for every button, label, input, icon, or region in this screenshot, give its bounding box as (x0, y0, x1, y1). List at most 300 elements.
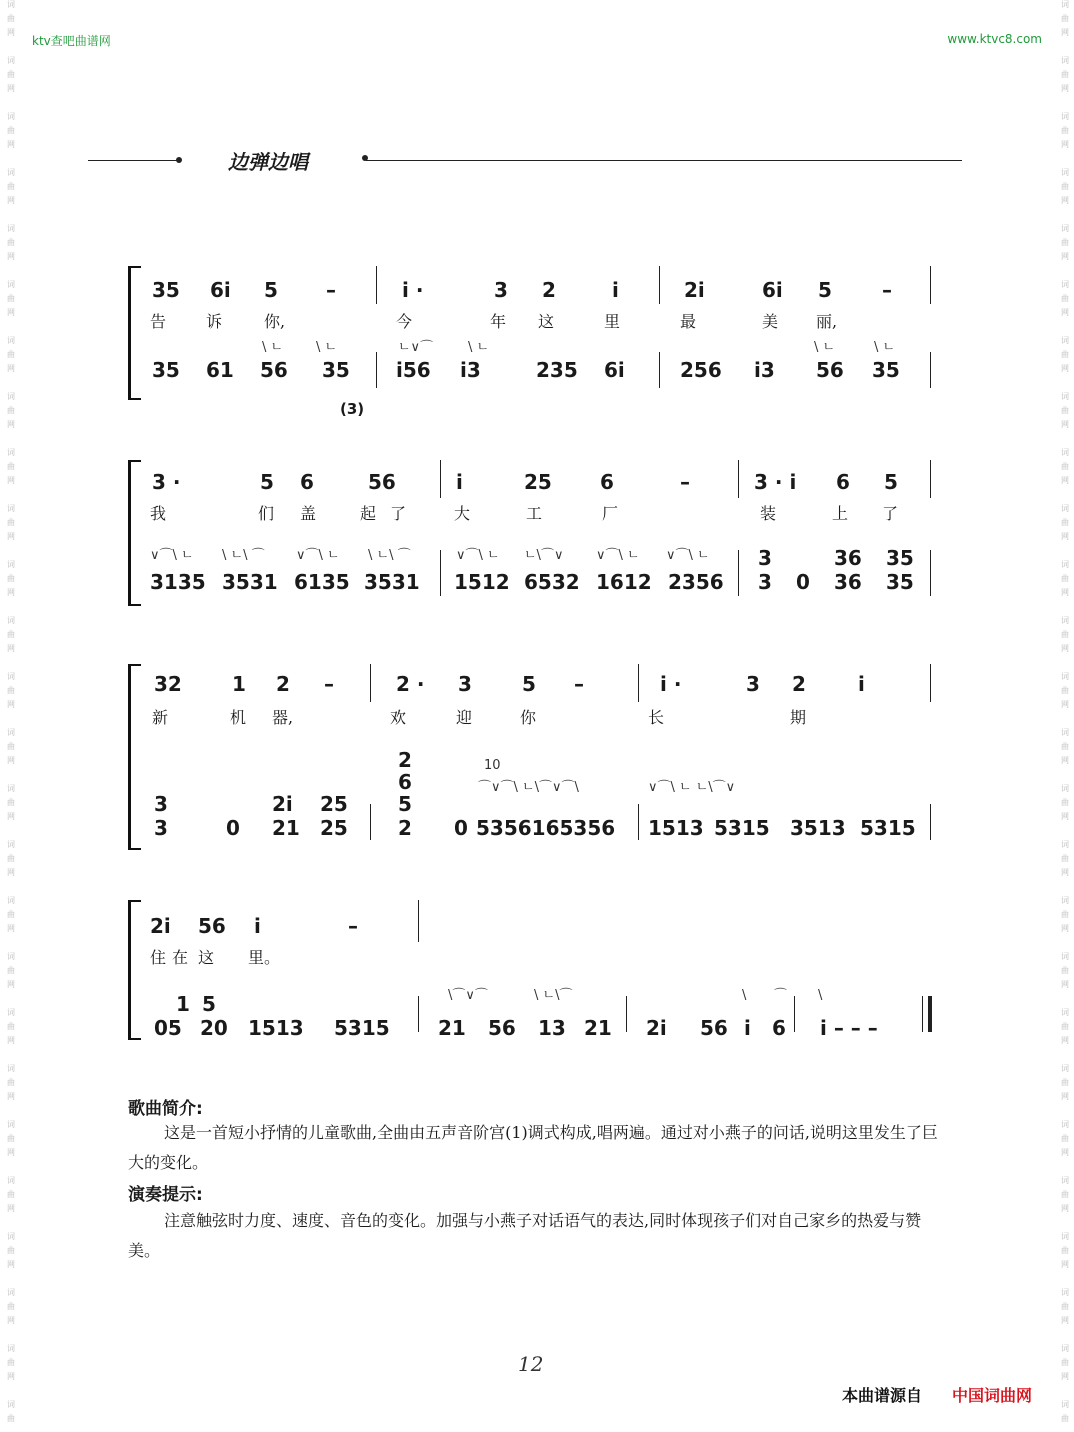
lyric-char: 这 (538, 312, 555, 331)
accomp-note: i3 (460, 358, 481, 382)
watermark-glyph: 词 (7, 1288, 15, 1297)
watermark-glyph: 曲 (7, 574, 15, 583)
watermark-glyph: 网 (7, 252, 15, 261)
note: 2i (150, 914, 171, 938)
lyric-char: 们 (258, 504, 275, 523)
accomp-note: 6i (604, 358, 625, 382)
right-watermark-column (1058, 0, 1072, 1432)
watermark-glyph: 网 (1061, 1148, 1069, 1157)
lyric-char: 诉 (206, 312, 223, 331)
watermark-glyph: 网 (1061, 308, 1069, 317)
melody-row (150, 914, 934, 938)
tips-heading: 演奏提示: (128, 1185, 203, 1205)
fingering-mark: ∨⌒\ ㄴ (596, 548, 640, 563)
watermark-glyph: 网 (7, 700, 15, 709)
chord-note: 6 (398, 770, 412, 794)
accomp-note: i (744, 1016, 751, 1040)
note: – (324, 672, 334, 696)
watermark-glyph: 词 (7, 224, 15, 233)
lyric-char: 美 (762, 312, 779, 331)
watermark-glyph: 网 (1061, 1204, 1069, 1213)
lyric-char: 器, (272, 708, 294, 727)
watermark-glyph: 曲 (7, 686, 15, 695)
watermark-glyph: 网 (1061, 756, 1069, 765)
watermark-glyph: 曲 (1061, 686, 1069, 695)
lyric-char: 期 (790, 708, 807, 727)
accomp-note: 0 (796, 570, 810, 594)
fingering-mark: \ (818, 988, 823, 1003)
note: 5 (818, 278, 832, 302)
chord-note: 2 (398, 816, 412, 840)
fingering-mark: ∨⌒\ ㄴ (296, 548, 340, 563)
watermark-glyph: 词 (1061, 784, 1069, 793)
score-system-4 (128, 900, 934, 1040)
accomp-note: 21 (272, 816, 300, 840)
watermark-glyph: 曲 (7, 1246, 15, 1255)
watermark-glyph: 网 (7, 1316, 15, 1325)
watermark-glyph: 网 (7, 588, 15, 597)
note: 3 · i (754, 470, 797, 494)
score-system-3 (128, 664, 934, 850)
watermark-glyph: 词 (1061, 280, 1069, 289)
accomp-note: 235 (536, 358, 578, 382)
lyric-char: 盖 (300, 504, 317, 523)
watermark-glyph: 词 (1061, 1288, 1069, 1297)
watermark-glyph: 词 (7, 616, 15, 625)
fingering-mark: ∨⌒\ ㄴ (666, 548, 710, 563)
fingering-mark: ㄴ∨⌒ (398, 340, 434, 355)
note: i (254, 914, 261, 938)
watermark-glyph: 曲 (1061, 1078, 1069, 1087)
lyrics-row (150, 946, 934, 970)
accomp-note: 5 (202, 992, 216, 1016)
watermark-glyph: 词 (7, 168, 15, 177)
watermark-glyph: 词 (1061, 840, 1069, 849)
melody-row (150, 672, 934, 696)
watermark-glyph: 曲 (1061, 182, 1069, 191)
accomp-note: 35 (886, 570, 914, 594)
watermark-glyph: 曲 (7, 406, 15, 415)
watermark-glyph: 词 (1061, 0, 1069, 9)
title-rule-left (88, 160, 180, 161)
watermark-glyph: 曲 (1061, 1134, 1069, 1143)
watermark-glyph: 词 (7, 1064, 15, 1073)
section-title: 边弹边唱 (228, 150, 308, 174)
note: i · (660, 672, 682, 696)
accomp-note: 3 (758, 570, 772, 594)
note: 32 (154, 672, 182, 696)
accomp-note: 1513 (648, 816, 704, 840)
accomp-note: 5315 (334, 1016, 390, 1040)
accompaniment-row (150, 1016, 934, 1040)
accomp-note: i – – – (820, 1016, 878, 1040)
lyric-char: 了 (882, 504, 899, 523)
lyrics-row (150, 706, 934, 730)
accompaniment-row (150, 570, 934, 594)
watermark-glyph: 网 (7, 1148, 15, 1157)
watermark-glyph: 网 (7, 364, 15, 373)
watermark-glyph: 词 (1061, 672, 1069, 681)
watermark-glyph: 曲 (7, 1190, 15, 1199)
accomp-note: i3 (754, 358, 775, 382)
watermark-glyph: 曲 (7, 1022, 15, 1031)
watermark-glyph: 词 (7, 1232, 15, 1241)
lyric-char: 丽, (816, 312, 838, 331)
note: 5 (260, 470, 274, 494)
accomp-note: 05 (154, 1016, 182, 1040)
watermark-glyph: 网 (1061, 420, 1069, 429)
score-system-2 (128, 460, 934, 606)
note: – (326, 278, 336, 302)
watermark-glyph: 词 (1061, 896, 1069, 905)
watermark-glyph: 曲 (7, 966, 15, 975)
lyrics-row (150, 310, 934, 334)
watermark-glyph: 词 (7, 1400, 15, 1409)
note: 5 (522, 672, 536, 696)
accomp-note: 35 (872, 358, 900, 382)
watermark-glyph: 曲 (1061, 518, 1069, 527)
fingering-mark: \ ㄴ (316, 340, 338, 355)
watermark-glyph: 词 (7, 0, 15, 9)
accomp-note: 2i (646, 1016, 667, 1040)
header-right-link[interactable]: www.ktvc8.com (947, 32, 1042, 46)
accomp-note: 0 (226, 816, 240, 840)
watermark-glyph: 词 (1061, 56, 1069, 65)
accompaniment-upper-row (150, 546, 934, 570)
watermark-glyph: 曲 (7, 14, 15, 23)
lyric-char: 你, (264, 312, 286, 331)
lyric-char: 起 (360, 504, 377, 523)
watermark-glyph: 网 (7, 476, 15, 485)
watermark-glyph: 词 (1061, 1400, 1069, 1409)
watermark-glyph: 词 (1061, 560, 1069, 569)
note: 6i (762, 278, 783, 302)
accomp-note: 3531 (364, 570, 420, 594)
accomp-note: 6 (772, 1016, 786, 1040)
watermark-glyph: 曲 (7, 798, 15, 807)
chord-note: 2 (398, 748, 412, 772)
watermark-glyph: 曲 (7, 238, 15, 247)
note: 3 (746, 672, 760, 696)
watermark-glyph: 曲 (7, 126, 15, 135)
fingering-mark: ∨⌒\ ㄴ ㄴ\⌒∨ (648, 780, 736, 795)
watermark-glyph: 词 (1061, 1176, 1069, 1185)
lyric-char: 最 (680, 312, 697, 331)
title-rule-right (366, 160, 962, 161)
watermark-glyph: 网 (1061, 812, 1069, 821)
watermark-glyph: 网 (7, 84, 15, 93)
lyrics-row (150, 502, 934, 526)
note: 2 (276, 672, 290, 696)
fingering-mark: \ ㄴ (468, 340, 490, 355)
watermark-glyph: 网 (7, 308, 15, 317)
accompaniment-upper-row (150, 792, 934, 816)
watermark-glyph: 曲 (1061, 1190, 1069, 1199)
watermark-glyph: 网 (7, 420, 15, 429)
watermark-glyph: 曲 (1061, 966, 1069, 975)
accomp-note: 0 (454, 816, 468, 840)
watermark-glyph: 曲 (1061, 910, 1069, 919)
title-dot-left (176, 157, 182, 163)
note: 3 (494, 278, 508, 302)
lyric-char: 工 (526, 504, 543, 523)
watermark-glyph: 网 (7, 1092, 15, 1101)
watermark-glyph: 网 (7, 1204, 15, 1213)
note: 6 (836, 470, 850, 494)
watermark-glyph: 曲 (1061, 350, 1069, 359)
system-brace (128, 460, 141, 606)
watermark-glyph: 网 (7, 868, 15, 877)
watermark-glyph: 曲 (7, 1078, 15, 1087)
watermark-glyph: 网 (1061, 924, 1069, 933)
accomp-note: 6135 (294, 570, 350, 594)
note: – (882, 278, 892, 302)
note: 56 (198, 914, 226, 938)
watermark-glyph: 网 (1061, 1036, 1069, 1045)
watermark-glyph: 网 (7, 532, 15, 541)
watermark-glyph: 曲 (7, 854, 15, 863)
note: 2 · (396, 672, 425, 696)
accomp-note: 13 (538, 1016, 566, 1040)
lyric-char: 告 (150, 312, 167, 331)
accompaniment-row (150, 816, 934, 840)
chord-note: 5 (398, 792, 412, 816)
watermark-glyph: 曲 (7, 1358, 15, 1367)
lyric-char: 大 (454, 504, 471, 523)
fingering-mark: ㄴ\⌒∨ (524, 548, 564, 563)
watermark-glyph: 曲 (7, 350, 15, 359)
note: 6 (600, 470, 614, 494)
accomp-note: 21 (584, 1016, 612, 1040)
watermark-glyph: 词 (7, 504, 15, 513)
watermark-glyph: 网 (1061, 1316, 1069, 1325)
watermark-glyph: 网 (1061, 196, 1069, 205)
watermark-glyph: 曲 (1061, 70, 1069, 79)
watermark-glyph: 词 (1061, 616, 1069, 625)
note: 5 (884, 470, 898, 494)
accomp-note: 5315 (714, 816, 770, 840)
note: – (348, 914, 358, 938)
watermark-glyph: 网 (1061, 532, 1069, 541)
fingering-mark: \ ㄴ (262, 340, 284, 355)
accomp-note: 56 (488, 1016, 516, 1040)
watermark-glyph: 网 (7, 1260, 15, 1269)
note: i (858, 672, 865, 696)
watermark-glyph: 词 (7, 1344, 15, 1353)
accompaniment-upper-row (150, 992, 934, 1016)
watermark-glyph: 词 (7, 672, 15, 681)
accomp-note: 5356165356 (476, 816, 616, 840)
watermark-glyph: 曲 (1061, 630, 1069, 639)
watermark-glyph: 网 (7, 28, 15, 37)
lyric-char: 欢 (390, 708, 407, 727)
lyric-char: 年 (490, 312, 507, 331)
accomp-note: 3513 (790, 816, 846, 840)
lyric-char: 我 (150, 504, 167, 523)
watermark-glyph: 网 (7, 812, 15, 821)
watermark-glyph: 曲 (7, 294, 15, 303)
fingering-mark: \ (742, 988, 747, 1003)
watermark-glyph: 曲 (1061, 238, 1069, 247)
lyric-char: 了 (390, 504, 407, 523)
watermark-glyph: 曲 (1061, 1302, 1069, 1311)
accomp-note: i56 (396, 358, 431, 382)
watermark-glyph: 曲 (1061, 14, 1069, 23)
fingering-mark: \ ㄴ\⌒ (534, 988, 573, 1003)
fingering-mark: ∨⌒\ ㄴ (150, 548, 194, 563)
watermark-glyph: 网 (7, 644, 15, 653)
watermark-glyph: 曲 (1061, 798, 1069, 807)
footer-source-label: 本曲谱源自 (842, 1386, 923, 1405)
lyric-char: 住 (150, 948, 167, 967)
accomp-note: 3 (154, 816, 168, 840)
note: 2i (684, 278, 705, 302)
note: 3 · (152, 470, 181, 494)
accomp-note: 6532 (524, 570, 580, 594)
fingering-mark: \ ㄴ (814, 340, 836, 355)
watermark-glyph: 曲 (7, 462, 15, 471)
watermark-glyph: 词 (1061, 224, 1069, 233)
watermark-glyph: 曲 (7, 1302, 15, 1311)
watermark-glyph: 词 (1061, 1064, 1069, 1073)
watermark-glyph: 网 (1061, 868, 1069, 877)
watermark-glyph: 词 (7, 728, 15, 737)
lyric-char: 里。 (248, 948, 281, 967)
watermark-glyph: 网 (7, 756, 15, 765)
watermark-glyph: 曲 (1061, 1022, 1069, 1031)
lyric-char: 里 (604, 312, 621, 331)
watermark-glyph: 网 (7, 980, 15, 989)
score-system-1 (128, 266, 934, 400)
accomp-note: 1612 (596, 570, 652, 594)
watermark-glyph: 词 (1061, 1008, 1069, 1017)
lyric-char: 上 (832, 504, 849, 523)
note: 35 (152, 278, 180, 302)
footer-site-link[interactable]: 中国词曲网 (952, 1386, 1033, 1405)
note: 2 (542, 278, 556, 302)
fingering-mark: \⌒∨⌒ (448, 988, 488, 1003)
watermark-glyph: 词 (7, 560, 15, 569)
watermark-glyph: 词 (1061, 1120, 1069, 1129)
accomp-note: 1513 (248, 1016, 304, 1040)
watermark-glyph: 网 (1061, 84, 1069, 93)
lyric-char: 今 (396, 312, 413, 331)
watermark-glyph: 网 (1061, 252, 1069, 261)
accomp-note: 1 (176, 992, 190, 1016)
note: 5 (264, 278, 278, 302)
watermark-glyph: 曲 (7, 910, 15, 919)
watermark-glyph: 词 (7, 896, 15, 905)
note: 56 (368, 470, 396, 494)
accomp-note: 56 (260, 358, 288, 382)
header-left-link[interactable]: ktv查吧曲谱网 (32, 34, 111, 48)
watermark-glyph: 词 (1061, 448, 1069, 457)
watermark-glyph: 曲 (7, 518, 15, 527)
note: – (680, 470, 690, 494)
tips-text: 注意触弦时力度、速度、音色的变化。加强与小燕子对话语气的表达,同时体现孩子们对自己家乡的热爱与赞美。 (128, 1211, 922, 1260)
watermark-glyph: 曲 (1061, 854, 1069, 863)
fingering-mark: \ ㄴ\ ⌒ (368, 548, 411, 563)
watermark-glyph: 网 (1061, 1260, 1069, 1269)
watermark-glyph: 曲 (1061, 1358, 1069, 1367)
watermark-glyph: 曲 (1061, 1246, 1069, 1255)
watermark-glyph: 网 (1061, 644, 1069, 653)
watermark-glyph: 词 (1061, 112, 1069, 121)
watermark-glyph: 网 (1061, 980, 1069, 989)
note: 1 (232, 672, 246, 696)
accomp-note: 35 (886, 546, 914, 570)
watermark-glyph: 词 (7, 336, 15, 345)
fingering-row (150, 336, 934, 360)
system-brace (128, 266, 141, 400)
watermark-glyph: 网 (1061, 588, 1069, 597)
accomp-note: 3 (154, 792, 168, 816)
lyric-char: 厂 (602, 504, 619, 523)
fingering-mark: ⌒ (774, 988, 788, 1003)
watermark-glyph: 曲 (7, 742, 15, 751)
accomp-note: 36 (834, 546, 862, 570)
lyric-char: 这 (198, 948, 215, 967)
watermark-glyph: 曲 (1061, 462, 1069, 471)
watermark-glyph: 网 (1061, 1092, 1069, 1101)
note: – (574, 672, 584, 696)
note: 25 (524, 470, 552, 494)
note: i · (402, 278, 424, 302)
melody-row (150, 278, 934, 302)
watermark-glyph: 曲 (7, 1414, 15, 1423)
watermark-glyph: 词 (1061, 1232, 1069, 1241)
accomp-note: 25 (320, 792, 348, 816)
accomp-note: 3531 (222, 570, 278, 594)
intro-heading: 歌曲简介: (128, 1099, 203, 1119)
watermark-glyph: 网 (1061, 1372, 1069, 1381)
watermark-glyph: 词 (1061, 504, 1069, 513)
watermark-glyph: 网 (7, 140, 15, 149)
lyric-char: 在 (172, 948, 189, 967)
fingering-mark: ⌒∨⌒\ ㄴ\⌒∨⌒\ (478, 780, 579, 795)
accomp-note: 56 (700, 1016, 728, 1040)
accomp-note: 35 (322, 358, 350, 382)
lyric-char: 新 (152, 708, 169, 727)
watermark-glyph: 词 (1061, 336, 1069, 345)
watermark-glyph: 网 (7, 1372, 15, 1381)
watermark-glyph: 网 (1061, 364, 1069, 373)
lyric-char: 装 (760, 504, 777, 523)
melody-row (150, 470, 934, 494)
watermark-glyph: 词 (7, 392, 15, 401)
accomp-note: 25 (320, 816, 348, 840)
watermark-glyph: 词 (7, 56, 15, 65)
watermark-glyph: 词 (7, 1176, 15, 1185)
watermark-glyph: 曲 (1061, 574, 1069, 583)
note: i (612, 278, 619, 302)
fingering-mark: \ ㄴ (874, 340, 896, 355)
note: 6 (300, 470, 314, 494)
watermark-glyph: 网 (7, 196, 15, 205)
accomp-note: 256 (680, 358, 722, 382)
watermark-glyph: 词 (1061, 1344, 1069, 1353)
watermark-glyph: 曲 (7, 182, 15, 191)
accomp-note: 3 (758, 546, 772, 570)
watermark-glyph: 曲 (1061, 1414, 1069, 1423)
accomp-note: 36 (834, 570, 862, 594)
watermark-glyph: 词 (7, 1120, 15, 1129)
fingering-mark: \ ㄴ\ ⌒ (222, 548, 265, 563)
lyric-char: 长 (648, 708, 665, 727)
watermark-glyph: 曲 (7, 630, 15, 639)
watermark-glyph: 曲 (7, 70, 15, 79)
note: 6i (210, 278, 231, 302)
